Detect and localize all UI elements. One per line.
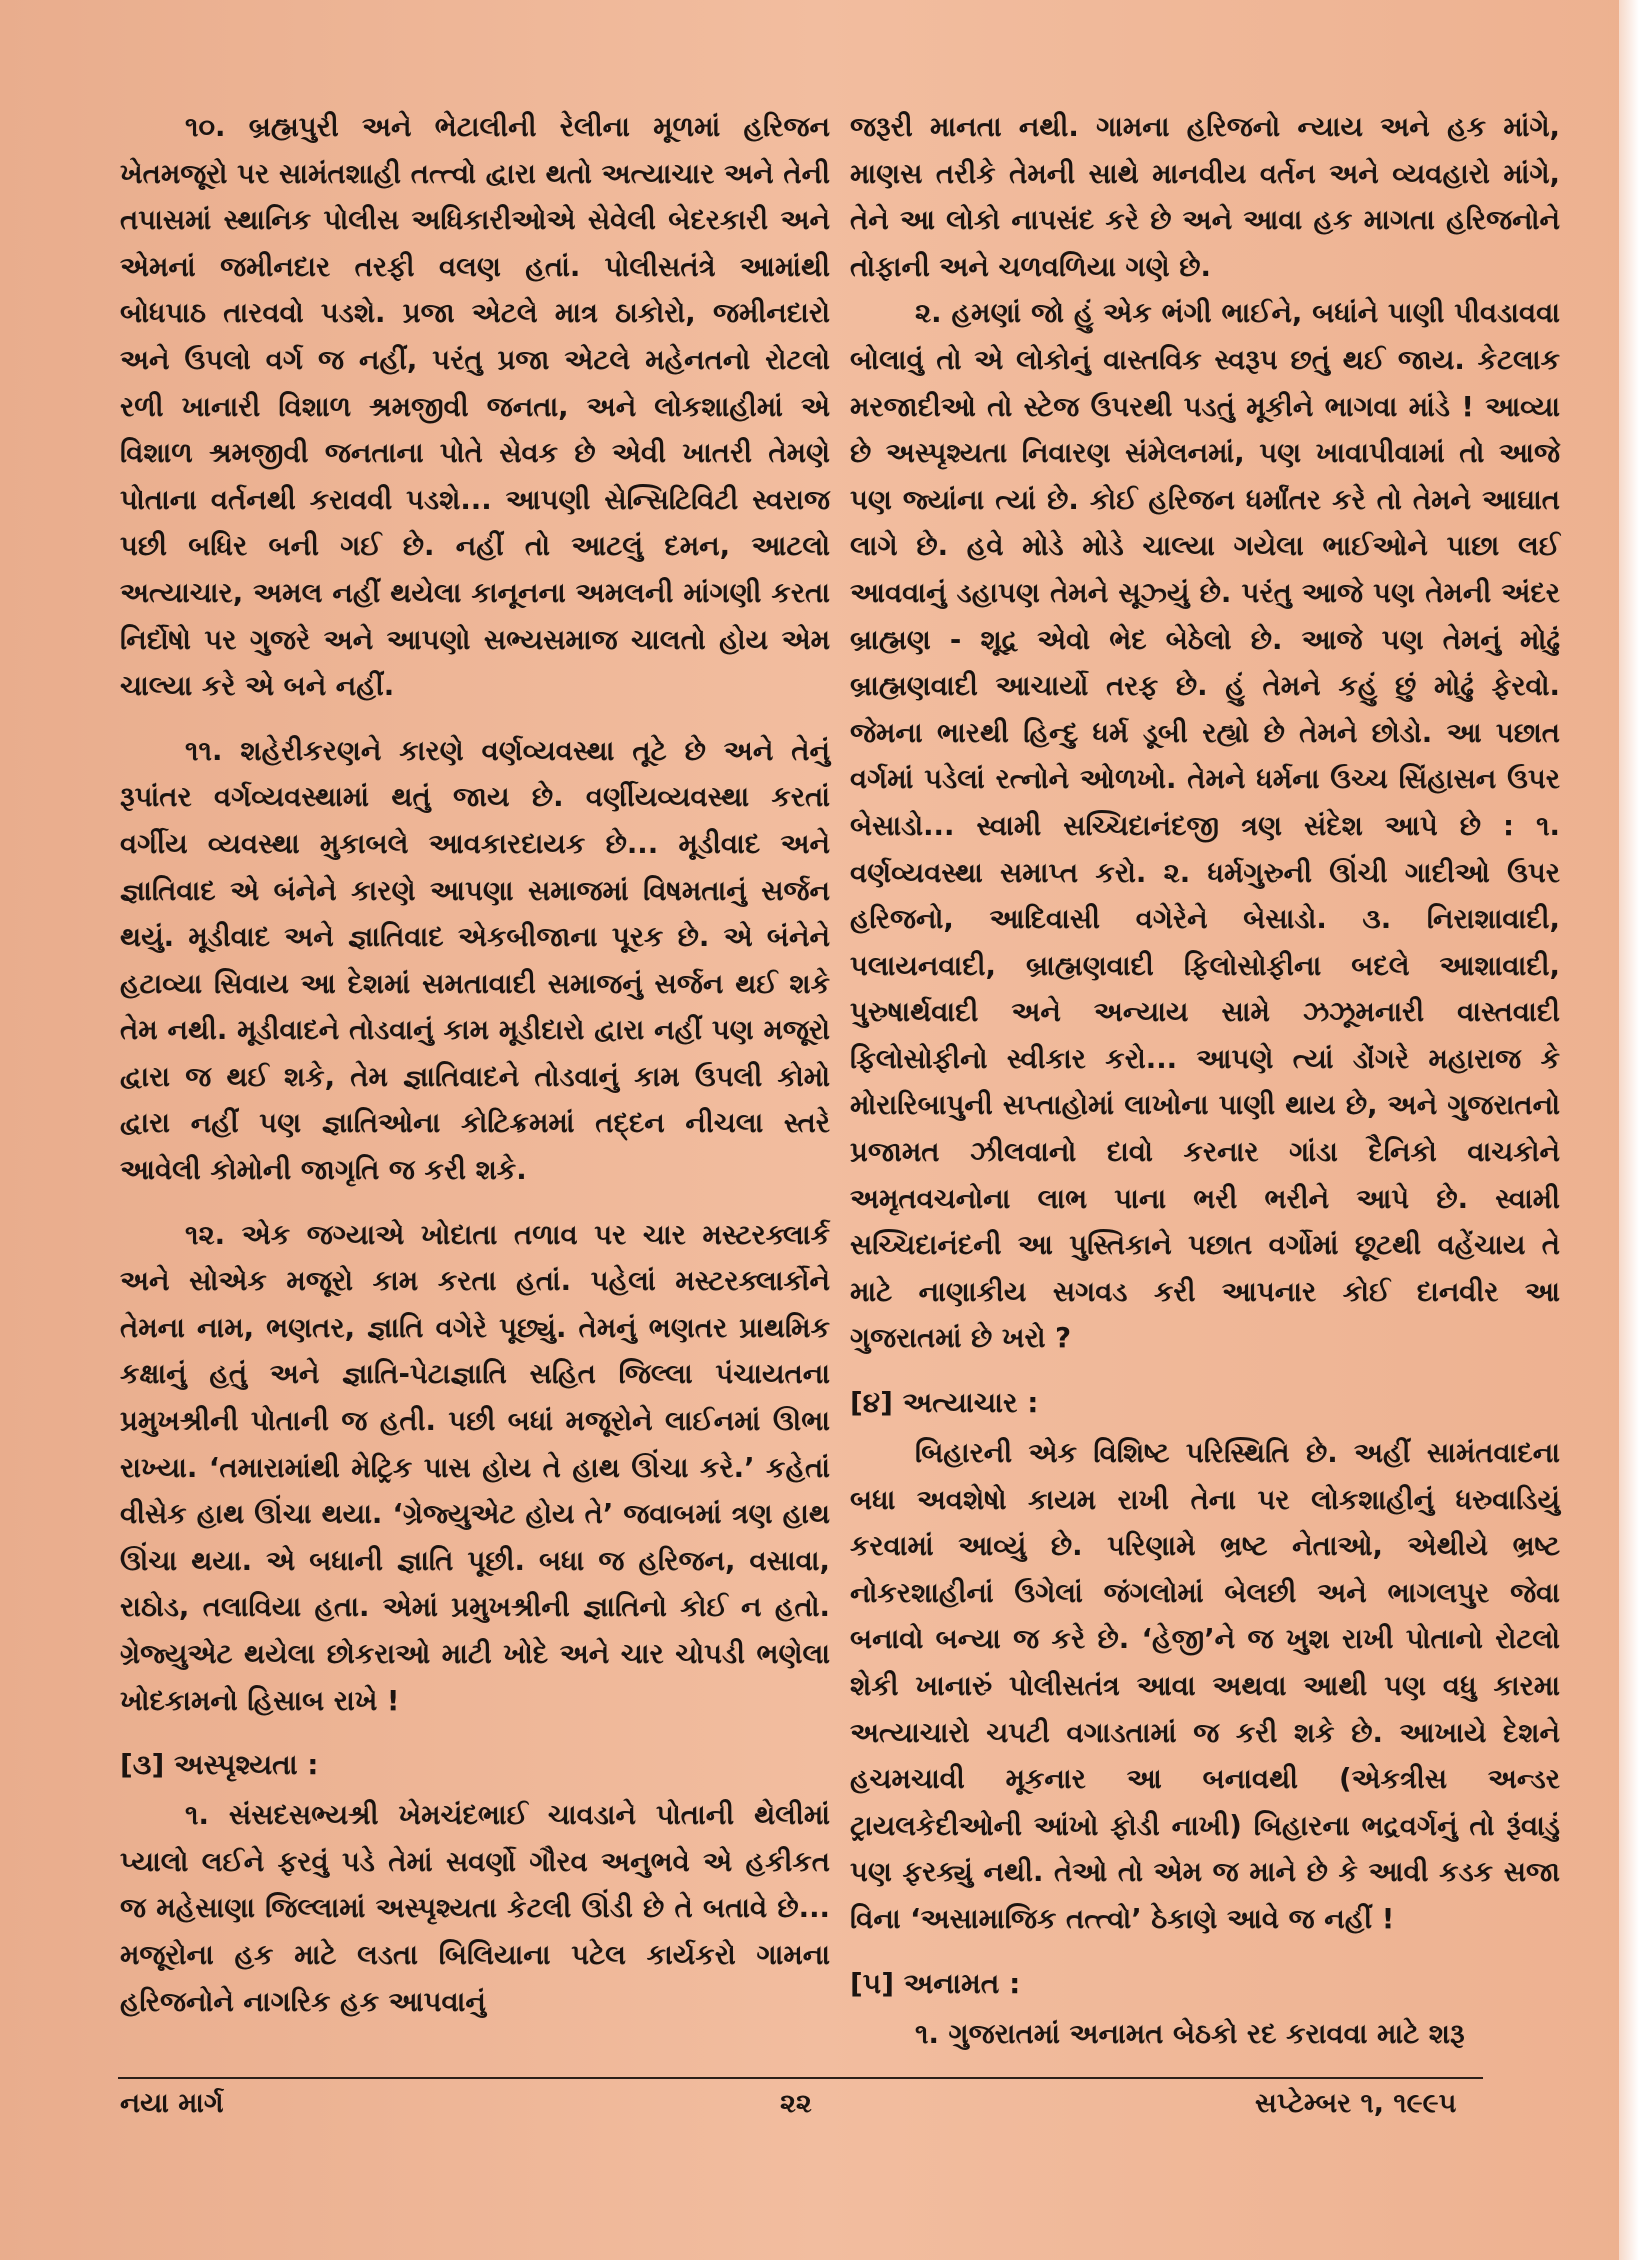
paragraph-12: ૧૨. એક જગ્યાએ ખોદાતા તળાવ પર ચાર મસ્ટરક્લાર્ક અને સોએક મજૂરો કામ કરતા હતાં. પહેલાં મસ્ટરક્લાર્કોને તેમના નામ, ભણતર, જ્ઞાતિ વગેરે પૂછ્યું. તેમનું ભણતર પ્રાથમિક કક્ષાનું હતું અને જ્ઞાતિ-પેટાજ્ઞાતિ સહિત જિલ્લા પંચાયતના પ્રમુખશ્રીની પોતાની જ હતી. પછી બધાં મજૂરોને લાઈનમાં ઊભા રાખ્યા. ‘તમારામાંથી મેટ્રિક પાસ હોય તે હાથ ઊંચા કરે.’ કહેતાં વીસેક હાથ ઊંચા થયા. ‘ગ્રેજ્યુએટ હોય તે’ જવાબમાં ત્રણ હાથ ઊંચા થયા. એ બધાની જ્ઞાતિ પૂછી. બધા જ હરિજન, વસાવા, રાઠોડ, તલાવિયા હતા. એમાં પ્રમુખશ્રીની જ્ઞાતિનો કોઈ ન હતો. ગ્રેજ્યુએટ થયેલા છોકરાઓ માટી ખોદે અને ચાર ચોપડી ભણેલા ખોદકામનો હિસાબ રાખે ! xyxy=(120,1218,830,1717)
paragraph-continued: જરૂરી માનતા નથી. ગામના હરિજનો ન્યાય અને હક માંગે, માણસ તરીકે તેમની સાથે માનવીય વર્તન અને વ્યવહારો માંગે, તેને આ લોકો નાપસંદ કરે છે અને આવા હક માગતા હરિજનોને તોફાની અને ચળવળિયા ગણે છે. xyxy=(850,111,1560,283)
left-column xyxy=(120,104,830,2025)
section-heading-atrocity: [૪] અત્યાચાર : xyxy=(850,1386,1039,1420)
paragraph-5-1: ૧. ગુજરાતમાં અનામત બેઠકો રદ કરાવવા માટે શરૂ xyxy=(915,2017,1465,2050)
page-edge xyxy=(1619,0,1639,2260)
footer-date: સપ્ટેમ્બર ૧, ૧૯૯૫ xyxy=(1255,2088,1457,2119)
paragraph-3-1: ૧. સંસદસભ્યશ્રી ખેમચંદભાઈ ચાવડાને પોતાની થેલીમાં પ્યાલો લઈને ફરવું પડે તેમાં સવર્ણો ગૌરવ અનુભવે એ હકીકત જ મહેસાણા જિલ્લામાં અસ્પૃશ્યતા કેટલી ઊંડી છે તે બતાવે છે... મજૂરોના હક માટે લડતા બિલિયાના પટેલ કાર્યકરો ગામના હરિજનોને નાગરિક હક આપવાનું xyxy=(120,1799,830,2018)
paragraph-4: બિહારની એક વિશિષ્ટ પરિસ્થિતિ છે. અહીં સામંતવાદના બધા અવશેષો કાયમ રાખી તેના પર લોકશાહીનું ધરુવાડિયું કરવામાં આવ્યું છે. પરિણામે ભ્રષ્ટ નેતાઓ, એથીયે ભ્રષ્ટ નોકરશાહીનાં ઉગેલાં જંગલોમાં બેલછી અને ભાગલપુર જેવા બનાવો બન્યા જ કરે છે. ‘હેજી’ને જ ખુશ રાખી પોતાનો રોટલો શેકી ખાનારું પોલીસતંત્ર આવા અથવા આથી પણ વધુ કારમા અત્યાચારો ચપટી વગાડતામાં જ કરી શકે છે. આખાયે દેશને હચમચાવી મૂકનાર આ બનાવથી (એકત્રીસ અન્ડર ટ્રાયલકેદીઓની આંખો ફોડી નાખી) બિહારના ભદ્રવર્ગનું તો રૂંવાડું પણ ફરક્યું નથી. તેઓ તો એમ જ માને છે કે આવી કડક સજા વિના ‘અસામાજિક તત્ત્વો’ ઠેકાણે આવે જ નહીં ! xyxy=(850,1437,1560,1935)
right-column xyxy=(850,104,1560,2057)
footer-publication: નયા માર્ગ xyxy=(120,2088,224,2119)
footer-page-number: ૨૨ xyxy=(780,2088,812,2119)
paragraph-10: ૧૦. બ્રહ્મપુરી અને ભેટાલીની રેલીના મૂળમાં હરિજન ખેતમજૂરો પર સામંતશાહી તત્ત્વો દ્વારા થતો અત્યાચાર અને તેની તપાસમાં સ્થાનિક પોલીસ અધિકારીઓએ સેવેલી બેદરકારી અને એમનાં જમીનદાર તરફી વલણ હતાં. પોલીસતંત્રે આમાંથી બોધપાઠ તારવવો પડશે. પ્રજા એટલે માત્ર ઠાકોરો, જમીનદારો અને ઉપલો વર્ગ જ નહીં, પરંતુ પ્રજા એટલે મહેનતનો રોટલો રળી ખાનારી વિશાળ શ્રમજીવી જનતા, અને લોકશાહીમાં એ વિશાળ શ્રમજીવી જનતાના પોતે સેવક છે એવી ખાતરી તેમણે પોતાના વર્તનથી કરાવવી પડશે... આપણી સેન્સિટિવિટી સ્વરાજ પછી બધિર બની ગઈ છે. નહીં તો આટલું દમન, આટલો અત્યાચાર, અમલ નહીં થયેલા કાનૂનના અમલની માંગણી કરતા નિર્દોષો પર ગુજરે અને આપણો સભ્યસમાજ ચાલતો હોય એમ ચાલ્યા કરે એ બને નહીં. xyxy=(120,111,830,703)
paragraph-11: ૧૧. શહેરીકરણને કારણે વર્ણવ્યવસ્થા તૂટે છે અને તેનું રૂપાંતર વર્ગવ્યવસ્થામાં થતું જાય છે. વર્ણીયવ્યવસ્થા કરતાં વર્ગીય વ્યવસ્થા મુકાબલે આવકારદાયક છે... મૂડીવાદ અને જ્ઞાતિવાદ એ બંનેને કારણે આપણા સમાજમાં વિષમતાનું સર્જન થયું. મૂડીવાદ અને જ્ઞાતિવાદ એકબીજાના પૂરક છે. એ બંનેને હટાવ્યા સિવાય આ દેશમાં સમતાવાદી સમાજનું સર્જન થઈ શકે તેમ નથી. મૂડીવાદને તોડવાનું કામ મૂડીદારો દ્વારા નહીં પણ મજૂરો દ્વારા જ થઈ શકે, તેમ જ્ઞાતિવાદને તોડવાનું કામ ઉપલી કોમો દ્વારા નહીં પણ જ્ઞાતિઓના કોટિક્રમમાં તદ્દન નીચલા સ્તરે આવેલી કોમોની જાગૃતિ જ કરી શકે. xyxy=(120,734,830,1187)
paragraph-3-2: ૨. હમણાં જો હું એક ભંગી ભાઈને, બધાંને પાણી પીવડાવવા બોલાવું તો એ લોકોનું વાસ્તવિક સ્વરૂપ છતું થઈ જાય. કેટલાક મરજાદીઓ તો સ્ટેજ ઉપરથી પડતું મૂકીને ભાગવા માંડે ! આવ્યા છે અસ્પૃશ્યતા નિવારણ સંમેલનમાં, પણ ખાવાપીવામાં તો આજે પણ જ્યાંના ત્યાં છે. કોઈ હરિજન ધર્માંતર કરે તો તેમને આઘાત લાગે છે. હવે મોડે મોડે ચાલ્યા ગયેલા ભાઈઓને પાછા લઈ આવવાનું ડહાપણ તેમને સૂઝ્યું છે. પરંતુ આજે પણ તેમની અંદર બ્રાહ્મણ - શૂદ્ર એવો ભેદ બેઠેલો છે. આજે પણ તેમનું મોઢું બ્રાહ્મણવાદી આચાર્યો તરફ છે. હું તેમને કહું છું મોઢું ફેરવો. જેમના ભારથી હિન્દુ ધર્મ ડૂબી રહ્યો છે તેમને છોડો. આ પછાત વર્ગમાં પડેલાં રત્નોને ઓળખો. તેમને ધર્મના ઉચ્ચ સિંહાસન ઉપર બેસાડો... સ્વામી સચ્ચિદાનંદજી ત્રણ સંદેશ આપે છે : ૧. વર્ણવ્યવસ્થા સમાપ્ત કરો. ૨. ધર્મગુરુની ઊંચી ગાદીઓ ઉપર હરિજનો, આદિવાસી વગેરેને બેસાડો. ૩. નિરાશાવાદી, પલાયનવાદી, બ્રાહ્મણવાદી ફિલોસોફીના બદલે આશાવાદી, પુરુષાર્થવાદી અને અન્યાય સામે ઝઝૂમનારી વાસ્તવાદી ફિલોસોફીનો સ્વીકાર કરો... આપણે ત્યાં ડોંગરે મહારાજ કે મોરારિબાપુની સપ્તાહોમાં લાખોના પાણી થાય છે, અને ગુજરાતનો પ્રજામત ઝીલવાનો દાવો કરનાર ગાંડા દૈનિકો વાચકોને અમૃતવચનોના લાભ પાના ભરી ભરીને આપે છે. સ્વામી સચ્ચિદાનંદની આ પુસ્તિકાને પછાત વર્ગોમાં છૂટથી વહેંચાય તે માટે નાણાકીય સગવડ કરી આપનાર કોઈ દાનવીર આ ગુજરાતમાં છે ખરો ? xyxy=(850,297,1560,1355)
section-heading-untouchability: [૩] અસ્પૃશ્યતા : xyxy=(120,1748,319,1782)
section-heading-reservation: [૫] અનામત : xyxy=(850,1966,1021,2000)
footer-rule xyxy=(118,2077,1483,2079)
